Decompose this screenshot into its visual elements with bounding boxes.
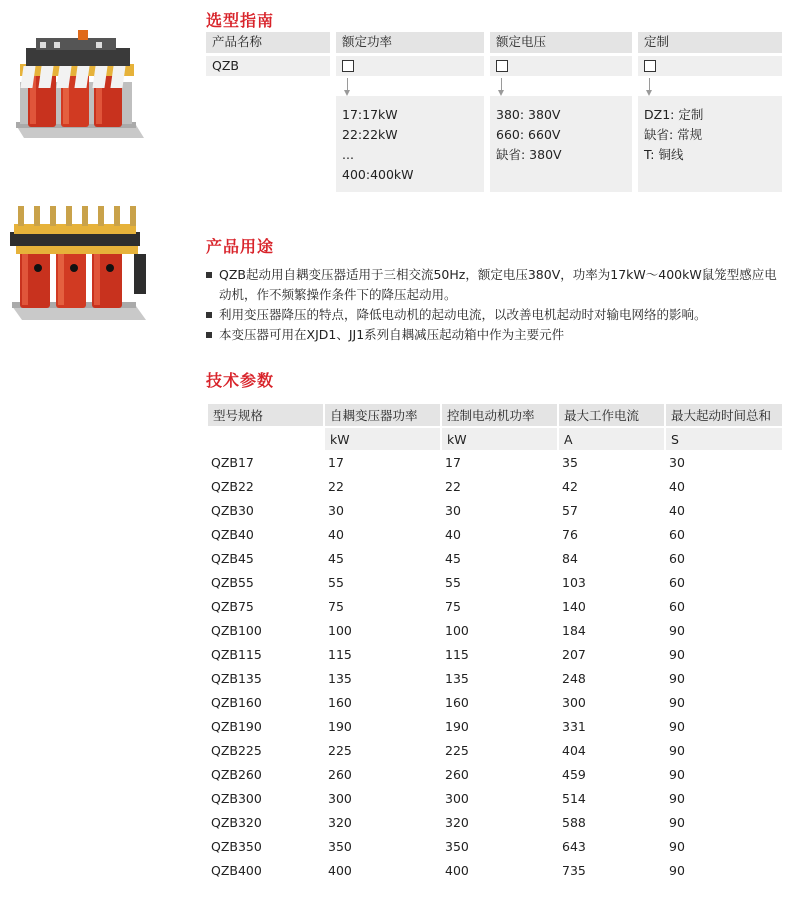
table-row (206, 690, 782, 714)
voltage-option: 380: 380V (496, 107, 561, 122)
table-cell: 643 (562, 838, 586, 854)
power-option: ... (342, 147, 354, 162)
table-row (206, 714, 782, 738)
table-cell: 100 (328, 622, 352, 638)
table-cell: 30 (669, 454, 685, 470)
table-cell: 55 (445, 574, 461, 590)
table-cell: QZB40 (211, 526, 254, 542)
power-option: 17:17kW (342, 107, 398, 122)
table-cell: QZB100 (211, 622, 262, 638)
table-row (206, 522, 782, 546)
table-cell: 140 (562, 598, 586, 614)
table-cell: 90 (669, 742, 685, 758)
usage-item: QZB起动用自耦变压器适用于三相交流50Hz，额定电压380V，功率为17kW～400kW鼠笼型感应电动机，作不频繁操作条件下的降压起动用。 (206, 265, 786, 305)
power-option: 400:400kW (342, 167, 414, 182)
voltage-option: 缺省: 380V (496, 147, 562, 162)
header-rated-voltage: 额定电压 (490, 32, 632, 53)
table-cell: 17 (445, 454, 461, 470)
table-cell: 40 (328, 526, 344, 542)
table-cell: 30 (328, 502, 344, 518)
usage-item: 本变压器可用在XJD1、JJ1系列自耦减压起动箱中作为主要元件 (206, 325, 786, 345)
custom-options (638, 96, 782, 192)
table-cell: 135 (445, 670, 469, 686)
table-cell: QZB135 (211, 670, 262, 686)
voltage-checkbox-cell (490, 56, 632, 76)
table-cell: 588 (562, 814, 586, 830)
usage-title: 产品用途 (206, 237, 275, 256)
custom-checkbox-cell (638, 56, 782, 76)
table-cell: 75 (328, 598, 344, 614)
table-cell: QZB17 (211, 454, 254, 470)
table-cell: 184 (562, 622, 586, 638)
table-cell: 22 (328, 478, 344, 494)
table-cell: 40 (669, 478, 685, 494)
table-cell: 90 (669, 766, 685, 782)
table-row (206, 450, 782, 474)
table-cell: 30 (445, 502, 461, 518)
usage-item: 利用变压器降压的特点，降低电动机的起动电流，以改善电机起动时对输电网络的影响。 (206, 305, 786, 325)
tech-params-title: 技术参数 (206, 371, 275, 390)
table-cell: 60 (669, 550, 685, 566)
table-cell: QZB400 (211, 862, 262, 878)
product-code: QZB (206, 56, 330, 76)
table-cell: 45 (445, 550, 461, 566)
table-cell: 40 (669, 502, 685, 518)
table-row (206, 810, 782, 834)
table-cell: 55 (328, 574, 344, 590)
table-cell: 90 (669, 646, 685, 662)
table-cell: 260 (445, 766, 469, 782)
table-cell: 60 (669, 526, 685, 542)
table-cell: 35 (562, 454, 578, 470)
unit-cell (206, 428, 323, 450)
arrow-down-icon (501, 78, 502, 91)
table-cell: 45 (328, 550, 344, 566)
table-cell: 514 (562, 790, 586, 806)
voltage-checkbox[interactable] (496, 60, 508, 72)
header-product-name: 产品名称 (206, 32, 330, 53)
selection-guide-title: 选型指南 (206, 11, 275, 30)
table-row (206, 858, 782, 882)
table-cell: 90 (669, 814, 685, 830)
table-cell: QZB320 (211, 814, 262, 830)
table-row (206, 570, 782, 594)
table-cell: 60 (669, 574, 685, 590)
unit-cell: A (557, 428, 664, 450)
table-row (206, 762, 782, 786)
arrow-down-icon (347, 78, 348, 91)
unit-cell: S (664, 428, 782, 450)
header-rated-power: 额定功率 (336, 32, 484, 53)
table-cell: 225 (328, 742, 352, 758)
tech-table-body (206, 450, 782, 882)
table-cell: 75 (445, 598, 461, 614)
table-cell: 84 (562, 550, 578, 566)
tech-params-table (206, 404, 782, 882)
usage-list (206, 265, 786, 345)
unit-cell: kW (323, 428, 440, 450)
table-cell: 160 (445, 694, 469, 710)
table-cell: QZB115 (211, 646, 262, 662)
table-cell: 350 (445, 838, 469, 854)
table-cell: 320 (445, 814, 469, 830)
transformer-photo-top (6, 20, 146, 150)
table-row (206, 498, 782, 522)
table-cell: QZB75 (211, 598, 254, 614)
table-row (206, 786, 782, 810)
table-cell: QZB45 (211, 550, 254, 566)
table-cell: 160 (328, 694, 352, 710)
table-cell: QZB22 (211, 478, 254, 494)
col-header-transformer-power: 自耦变压器功率 (323, 404, 440, 428)
table-cell: 350 (328, 838, 352, 854)
custom-option: DZ1: 定制 (644, 107, 704, 122)
col-header-motor-power: 控制电动机功率 (440, 404, 557, 428)
table-cell: 248 (562, 670, 586, 686)
table-cell: 103 (562, 574, 586, 590)
unit-cell: kW (440, 428, 557, 450)
table-cell: 225 (445, 742, 469, 758)
table-cell: 300 (445, 790, 469, 806)
table-cell: 42 (562, 478, 578, 494)
table-cell: 400 (328, 862, 352, 878)
table-cell: 404 (562, 742, 586, 758)
table-cell: 90 (669, 862, 685, 878)
custom-option: 缺省: 常规 (644, 127, 703, 142)
table-cell: 300 (562, 694, 586, 710)
table-cell: 90 (669, 718, 685, 734)
table-cell: 300 (328, 790, 352, 806)
voltage-option: 660: 660V (496, 127, 561, 142)
table-cell: 260 (328, 766, 352, 782)
table-cell: 57 (562, 502, 578, 518)
table-cell: 115 (328, 646, 352, 662)
table-cell: 76 (562, 526, 578, 542)
custom-checkbox[interactable] (644, 60, 656, 72)
table-cell: 135 (328, 670, 352, 686)
table-cell: 17 (328, 454, 344, 470)
table-row (206, 546, 782, 570)
table-row (206, 618, 782, 642)
arrow-down-icon (649, 78, 650, 91)
table-cell: 459 (562, 766, 586, 782)
table-row (206, 642, 782, 666)
table-cell: 320 (328, 814, 352, 830)
table-cell: QZB55 (211, 574, 254, 590)
table-cell: QZB160 (211, 694, 262, 710)
table-row (206, 474, 782, 498)
table-cell: 90 (669, 790, 685, 806)
power-checkbox-cell (336, 56, 484, 76)
col-header-max-current: 最大工作电流 (557, 404, 664, 428)
header-custom: 定制 (638, 32, 782, 53)
transformer-photo-bottom (4, 198, 152, 328)
table-row (206, 594, 782, 618)
col-header-max-start-time: 最大起动时间总和 (664, 404, 782, 428)
table-cell: 115 (445, 646, 469, 662)
table-cell: 60 (669, 598, 685, 614)
table-cell: 90 (669, 622, 685, 638)
table-cell: 90 (669, 838, 685, 854)
table-cell: QZB350 (211, 838, 262, 854)
table-cell: 190 (445, 718, 469, 734)
table-cell: 735 (562, 862, 586, 878)
table-cell: QZB300 (211, 790, 262, 806)
table-cell: 90 (669, 670, 685, 686)
table-cell: 400 (445, 862, 469, 878)
voltage-options (490, 96, 632, 192)
table-cell: 40 (445, 526, 461, 542)
power-options (336, 96, 484, 192)
table-cell: QZB190 (211, 718, 262, 734)
table-cell: 207 (562, 646, 586, 662)
custom-option: T: 铜线 (644, 147, 684, 162)
table-cell: 190 (328, 718, 352, 734)
table-cell: 100 (445, 622, 469, 638)
power-option: 22:22kW (342, 127, 398, 142)
table-cell: 90 (669, 694, 685, 710)
table-cell: QZB30 (211, 502, 254, 518)
table-cell: QZB225 (211, 742, 262, 758)
table-row (206, 666, 782, 690)
col-header-model: 型号规格 (206, 404, 323, 428)
table-cell: 22 (445, 478, 461, 494)
power-checkbox[interactable] (342, 60, 354, 72)
table-row (206, 738, 782, 762)
table-cell: 331 (562, 718, 586, 734)
table-row (206, 834, 782, 858)
table-cell: QZB260 (211, 766, 262, 782)
